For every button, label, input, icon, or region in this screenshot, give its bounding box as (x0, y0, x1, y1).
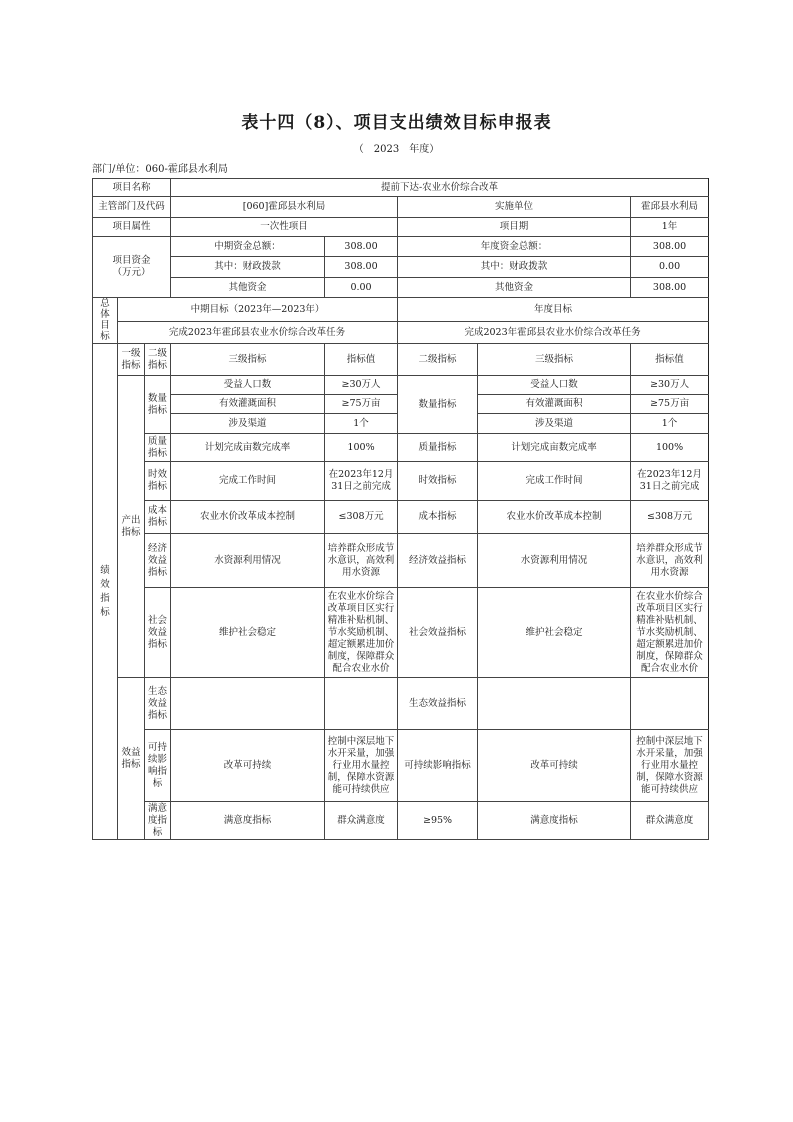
department-value: [060]霍邱县水利局 (171, 197, 398, 218)
project-name-label: 项目名称 (93, 179, 171, 197)
quantity-name-year: 受益人口数 (478, 376, 631, 395)
eco-indicator-label: 生态效益指标 (145, 678, 171, 730)
implementing-unit-label: 实施单位 (398, 197, 631, 218)
mid-goal-text: 完成2023年霍邱县农业水价综合改革任务 (118, 322, 398, 344)
value-header: 指标值 (325, 344, 398, 376)
funds-other-row (93, 278, 709, 298)
year-goal-label: 年度目标 (398, 298, 709, 322)
cost-value-year: ≤308万元 (631, 501, 709, 534)
social-indicator-label: 社会效益指标 (145, 588, 171, 678)
time-name-year: 完成工作时间 (478, 462, 631, 501)
time-name: 完成工作时间 (171, 462, 325, 501)
sustain-name: 改革可持续 (171, 730, 325, 802)
year-fiscal-value: 0.00 (631, 257, 709, 278)
mid-goal-label: 中期目标（2023年—2023年） (118, 298, 398, 322)
level1-header: 一级指标 (118, 344, 145, 376)
satisfaction-level2-label: 满意度指标 (171, 802, 325, 840)
period-value: 1年 (631, 218, 709, 237)
sustain-value: 控制中深层地下水开采量，加强行业用水量控制，保障水资源能可持续供应 (325, 730, 398, 802)
attribute-value: 一次性项目 (171, 218, 398, 237)
quantity-indicator-label-year: 数量指标 (398, 376, 478, 434)
quality-indicator-label: 质量指标 (145, 434, 171, 462)
quantity-value: 1个 (325, 414, 398, 434)
performance-target-table (92, 178, 709, 840)
eco-value-year (631, 678, 709, 730)
quality-indicator-label-year: 质量指标 (398, 434, 478, 462)
value-header-year: 指标值 (631, 344, 709, 376)
level3-header: 三级指标 (171, 344, 325, 376)
department-row (93, 197, 709, 218)
quantity-value-year: ≥75万亩 (631, 395, 709, 414)
table-row (93, 588, 709, 678)
funds-label-line2: （万元） (112, 267, 151, 278)
time-value: 在2023年12月31日之前完成 (325, 462, 398, 501)
economic-name: 水资源利用情况 (171, 534, 325, 588)
attribute-row (93, 218, 709, 237)
cost-name-year: 农业水价改革成本控制 (478, 501, 631, 534)
quality-value-year: 100% (631, 434, 709, 462)
mid-other-label: 其他资金 (171, 278, 325, 298)
time-value-year: 在2023年12月31日之前完成 (631, 462, 709, 501)
mid-other-value: 0.00 (325, 278, 398, 298)
page-title: 表十四（8）、项目支出绩效目标申报表 (241, 113, 552, 133)
year-total-label: 年度资金总额： (398, 237, 631, 257)
table-row (93, 462, 709, 501)
mid-fiscal-value: 308.00 (325, 257, 398, 278)
time-indicator-label: 时效指标 (145, 462, 171, 501)
quality-name: 计划完成亩数完成率 (171, 434, 325, 462)
cost-name: 农业水价改革成本控制 (171, 501, 325, 534)
year-fiscal-label: 其中：财政拨款 (398, 257, 631, 278)
economic-indicator-label: 经济效益指标 (145, 534, 171, 588)
year-total-value: 308.00 (631, 237, 709, 257)
quantity-value-year: ≥30万人 (631, 376, 709, 395)
satisfaction-label-year: 满意度指标 (478, 802, 631, 840)
period-label: 项目期 (398, 218, 631, 237)
table-row (93, 802, 709, 840)
quantity-name: 有效灌溉面积 (171, 395, 325, 414)
time-indicator-label-year: 时效指标 (398, 462, 478, 501)
funds-label-line1: 项目资金 (112, 255, 151, 266)
eco-name (171, 678, 325, 730)
benefit-indicator-label: 效益指标 (118, 678, 145, 840)
economic-name-year: 水资源利用情况 (478, 534, 631, 588)
goals-header-row (93, 298, 709, 322)
table-row (93, 376, 709, 395)
satisfaction-name: 群众满意度 (325, 802, 398, 840)
level3-header-year: 三级指标 (478, 344, 631, 376)
sustain-indicator-label: 可持续影响指标 (145, 730, 171, 802)
implementing-unit-value: 霍邱县水利局 (631, 197, 709, 218)
table-row (93, 434, 709, 462)
quality-name-year: 计划完成亩数完成率 (478, 434, 631, 462)
cost-value: ≤308万元 (325, 501, 398, 534)
goals-text-row (93, 322, 709, 344)
funds-label (93, 237, 171, 298)
eco-value (325, 678, 398, 730)
year-other-label: 其他资金 (398, 278, 631, 298)
social-name-year: 维护社会稳定 (478, 588, 631, 678)
level2-header-year: 二级指标 (398, 344, 478, 376)
satisfaction-value: ≥95% (398, 802, 478, 840)
funds-total-row (93, 237, 709, 257)
quantity-value: ≥75万亩 (325, 395, 398, 414)
eco-indicator-label-year: 生态效益指标 (398, 678, 478, 730)
table-row (93, 534, 709, 588)
year-other-value: 308.00 (631, 278, 709, 298)
quantity-value: ≥30万人 (325, 376, 398, 395)
cost-indicator-label-year: 成本指标 (398, 501, 478, 534)
mid-total-value: 308.00 (325, 237, 398, 257)
mid-fiscal-label: 其中：财政拨款 (171, 257, 325, 278)
year-goal-text: 完成2023年霍邱县农业水价综合改革任务 (398, 322, 709, 344)
sustain-name-year: 改革可持续 (478, 730, 631, 802)
quantity-indicator-label: 数量指标 (145, 376, 171, 434)
table-row (93, 501, 709, 534)
mid-total-label: 中期资金总额： (171, 237, 325, 257)
cost-indicator-label: 成本指标 (145, 501, 171, 534)
satisfaction-level1-label: 满意度指标 (145, 802, 171, 840)
indicators-section-label: 绩效指标 (100, 564, 110, 618)
indicators-section (93, 344, 118, 840)
sustain-indicator-label-year: 可持续影响指标 (398, 730, 478, 802)
overall-goal-label-text: 总体目标 (100, 298, 110, 342)
department-line: 部门/单位：060-霍邱县水利局 (92, 164, 228, 175)
indicator-header-row (93, 344, 709, 376)
project-name-row (93, 179, 709, 197)
table-row (93, 730, 709, 802)
department-label: 主管部门及代码 (93, 197, 171, 218)
project-name-value: 提前下达-农业水价综合改革 (171, 179, 709, 197)
year-line: （ 2023 年度） (353, 144, 440, 155)
funds-fiscal-row (93, 257, 709, 278)
social-name: 维护社会稳定 (171, 588, 325, 678)
economic-value-year: 培养群众形成节水意识，高效利用水资源 (631, 534, 709, 588)
quantity-name-year: 有效灌溉面积 (478, 395, 631, 414)
social-value: 在农业水价综合改革项目区实行精准补贴机制、节水奖励机制、超定额累进加价制度，保障群众配合农业水价 (325, 588, 398, 678)
satisfaction-name-year: 群众满意度 (631, 802, 709, 840)
table-row (93, 678, 709, 730)
sustain-value-year: 控制中深层地下水开采量，加强行业用水量控制，保障水资源能可持续供应 (631, 730, 709, 802)
quantity-name: 受益人口数 (171, 376, 325, 395)
output-indicator-label: 产出指标 (118, 376, 145, 678)
economic-value: 培养群众形成节水意识，高效利用水资源 (325, 534, 398, 588)
social-indicator-label-year: 社会效益指标 (398, 588, 478, 678)
overall-goal-label (93, 298, 118, 344)
quantity-name: 涉及渠道 (171, 414, 325, 434)
quantity-value-year: 1个 (631, 414, 709, 434)
economic-indicator-label-year: 经济效益指标 (398, 534, 478, 588)
attribute-label: 项目属性 (93, 218, 171, 237)
eco-name-year (478, 678, 631, 730)
social-value-year: 在农业水价综合改革项目区实行精准补贴机制、节水奖励机制、超定额累进加价制度，保障群众配合农业水价 (631, 588, 709, 678)
quantity-name-year: 涉及渠道 (478, 414, 631, 434)
level2-header: 二级指标 (145, 344, 171, 376)
quality-value: 100% (325, 434, 398, 462)
